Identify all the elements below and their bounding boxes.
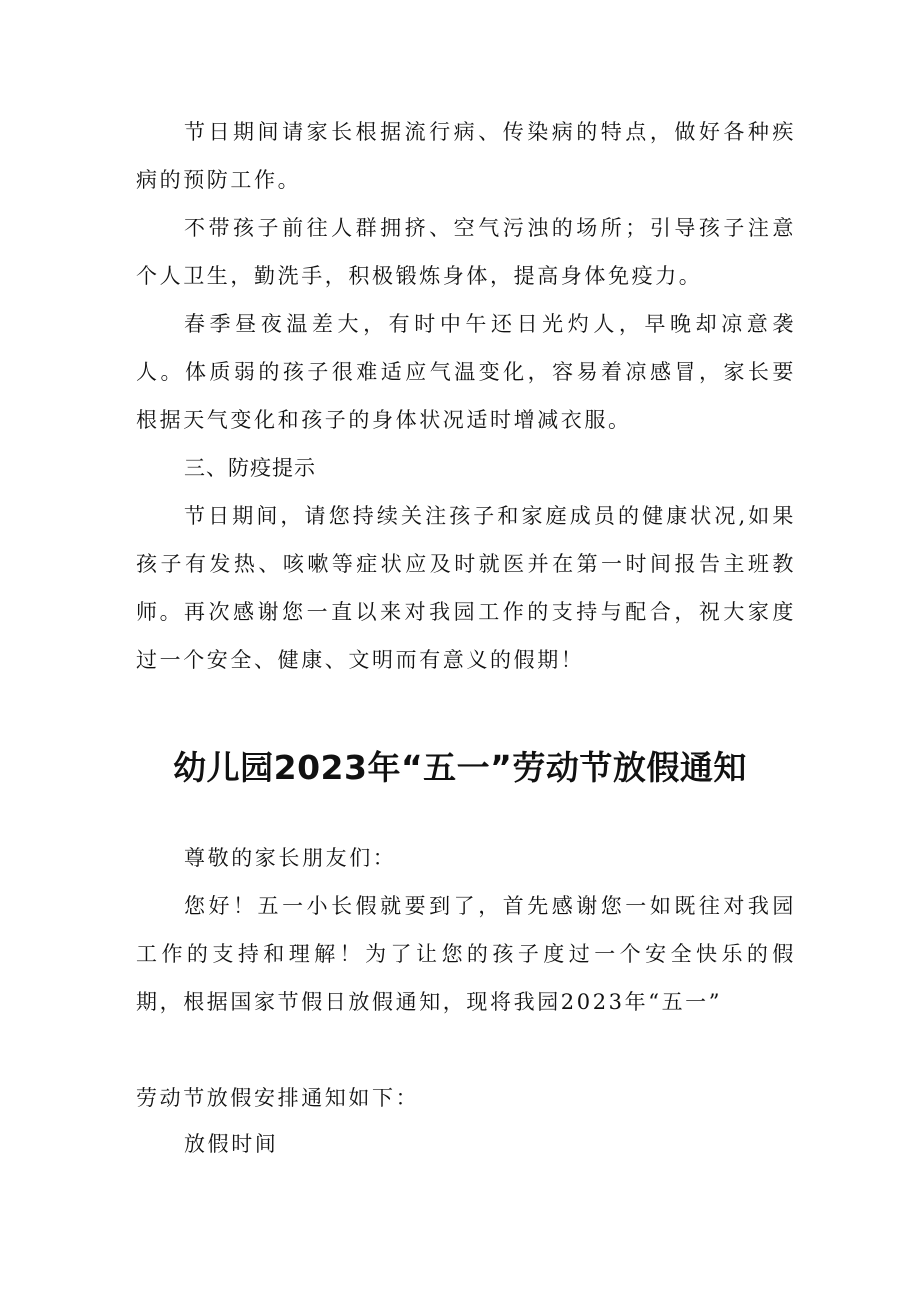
greeting: 尊敬的家长朋友们： [184,846,397,870]
paragraph-thanks: 再次感谢您一直以来对我园工作的支持与配合，祝大家度过一个安全、健康、文明而有意义的假期！ [136,600,796,672]
paragraph-holiday-time: 放假时间 [184,1132,279,1156]
paragraph-arrangement: 劳动节放假安排通知如下： [136,1086,420,1110]
notice-title: 幼儿园2023年“五一”劳动节放假通知 [173,748,747,787]
paragraph-health-monitoring: 节日期间，请您持续关注孩子和家庭成员的健康状况,如果孩子有发热、咳嗽等症状应及时就医并在第一时间报告主班教师。 [136,504,796,624]
paragraph-disease-prevention: 节日期间请家长根据流行病、传染病的特点，做好各种疾病的预防工作。 [136,120,796,192]
paragraph-temperature: 春季昼夜温差大，有时中午还日光灼人，早晚却凉意袭人。体质弱的孩子很难适应气温变化，容易着凉感冒，家长要根据天气变化和孩子的身体状况适时增减衣服。 [136,312,796,432]
section-heading-epidemic: 三、防疫提示 [184,456,316,480]
paragraph-hygiene: 不带孩子前往人群拥挤、空气污浊的场所；引导孩子注意个人卫生，勤洗手，积极锻炼身体，提高身体免疫力。 [136,216,796,288]
paragraph-intro: 您好！五一小长假就要到了，首先感谢您一如既往对我园工作的支持和理解！为了让您的孩子度过一个安全快乐的假期，根据国家节假日放假通知，现将我园2023年“五一” [136,894,796,1014]
